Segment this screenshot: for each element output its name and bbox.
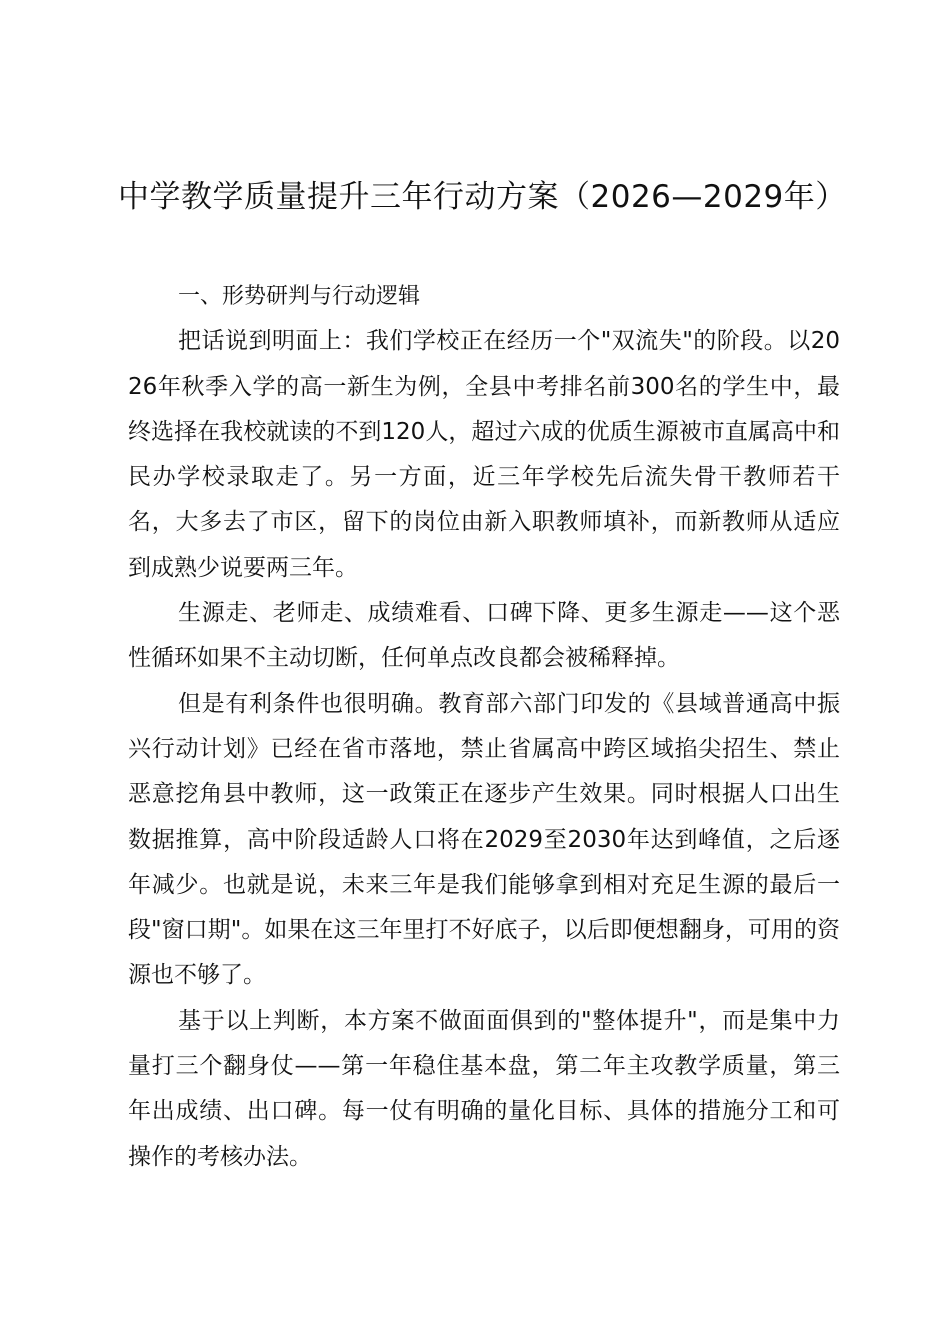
document-title: 中学教学质量提升三年行动方案（2026—2029年）	[118, 179, 847, 215]
paragraph-vicious-cycle: 生源走、老师走、成绩难看、口碑下降、更多生源走——这个恶性循环如果不主动切断，任何单点改良都会被稀释掉。	[128, 600, 840, 672]
document-body	[128, 274, 840, 1180]
section-heading: 一、形势研判与行动逻辑	[178, 284, 421, 309]
paragraph-situation: 把话说到明面上：我们学校正在经历一个"双流失"的阶段。以2026年秋季入学的高一新生为例，全县中考排名前300名的学生中，最终选择在我校就读的不到120人，超过六成的优质生源被市直属高中和民办学校录取走了。另一方面，近三年学校先后流失骨干教师若干名，大多去了市区，留下的岗位由新入职教师填补，而新教师从适应到成熟少说要两三年。	[128, 328, 840, 581]
paragraph-plan-logic: 基于以上判断，本方案不做面面俱到的"整体提升"，而是集中力量打三个翻身仗——第一年稳住基本盘，第二年主攻教学质量，第三年出成绩、出口碑。每一仗有明确的量化目标、具体的措施分工和可操作的考核办法。	[128, 1007, 840, 1170]
paragraph-favorable-conditions: 但是有利条件也很明确。教育部六部门印发的《县域普通高中振兴行动计划》已经在省市落地，禁止省属高中跨区域掐尖招生、禁止恶意挖角县中教师，这一政策正在逐步产生效果。同时根据人口出生数据推算，高中阶段适龄人口将在2029至2030年达到峰值，之后逐年减少。也就是说，未来三年是我们能够拿到相对充足生源的最后一段"窗口期"。如果在这三年里打不好底子，以后即便想翻身，可用的资源也不够了。	[128, 690, 840, 989]
